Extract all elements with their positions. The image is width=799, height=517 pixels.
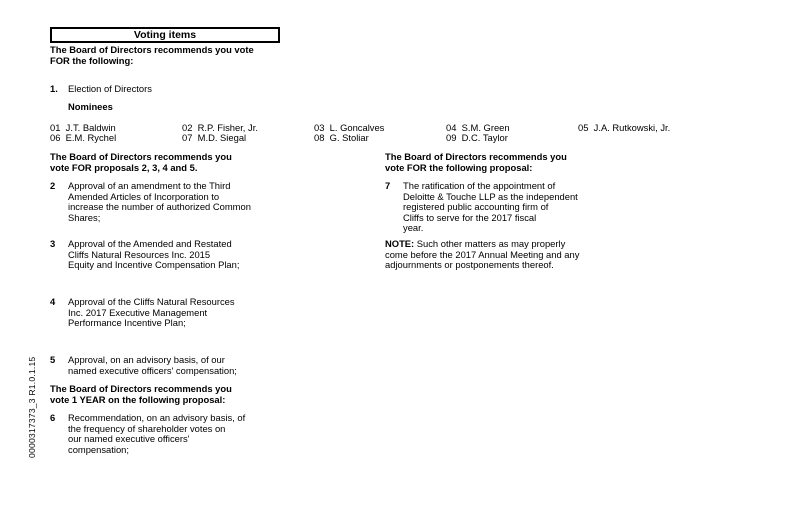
nominee-08: 08 G. Stoliar	[314, 132, 369, 143]
board-recommendation-for-proposals: The Board of Directors recommends you vote FOR proposals 2, 3, 4 and 5.	[50, 151, 232, 173]
nominees-label: Nominees	[68, 101, 113, 112]
note-text: Such other matters as may properly come before the 2017 Annual Meeting and any adjournments or postponements thereof.	[385, 238, 580, 271]
proposal-6-number: 6	[50, 412, 56, 423]
nominee-06: 06 E.M. Rychel	[50, 132, 117, 143]
nominee-07: 07 M.D. Siegal	[182, 132, 247, 143]
board-recommendation-for-proposal: The Board of Directors recommends you vote FOR the following proposal:	[385, 151, 567, 173]
proposal-5-text: Approval, on an advisory basis, of our named executive officers' compensation;	[68, 354, 237, 376]
nominee-04: 04 S.M. Green	[446, 122, 510, 133]
proposal-6-text: Recommendation, on an advisory basis, of the frequency of shareholder votes on our named executive officers' compensation;	[68, 412, 246, 455]
proposal-3-number: 3	[50, 238, 56, 249]
proposal-2-number: 2	[50, 180, 56, 191]
board-recommendation-1-year: The Board of Directors recommends you vote 1 YEAR on the following proposal:	[50, 383, 232, 405]
note-label: NOTE:	[385, 238, 415, 249]
nominee-01: 01 J.T. Baldwin	[50, 122, 116, 133]
board-recommendation-for-following: The Board of Directors recommends you vote FOR the following:	[50, 44, 254, 66]
note	[385, 239, 579, 271]
item-1-text: Election of Directors	[68, 83, 152, 94]
proposal-3-text: Approval of the Amended and Restated Cliffs Natural Resources Inc. 2015 Equity and Incentive Compensation Plan;	[68, 238, 240, 271]
nominee-03: 03 L. Goncalves	[314, 122, 385, 133]
voting-items-title: Voting items	[50, 27, 280, 43]
proposal-2-text: Approval of an amendment to the Third Amended Articles of Incorporation to increase the number of authorized Common Shares;	[68, 180, 251, 223]
proposal-7-number: 7	[385, 180, 391, 191]
nominee-05: 05 J.A. Rutkowski, Jr.	[578, 122, 671, 133]
proposal-4-number: 4	[50, 296, 56, 307]
item-1-number: 1.	[50, 83, 58, 94]
proposal-5-number: 5	[50, 354, 56, 365]
nominee-09: 09 D.C. Taylor	[446, 132, 508, 143]
proposal-4-text: Approval of the Cliffs Natural Resources Inc. 2017 Executive Management Performance Incentive Plan;	[68, 296, 235, 329]
document-code: 0000317373_3 R1.0.1.15	[27, 356, 37, 458]
proposal-7-text: The ratification of the appointment of Deloitte & Touche LLP as the independent registered public accounting firm of Cliffs to serve for the 2017 fiscal year.	[403, 180, 578, 234]
nominee-02: 02 R.P. Fisher, Jr.	[182, 122, 258, 133]
